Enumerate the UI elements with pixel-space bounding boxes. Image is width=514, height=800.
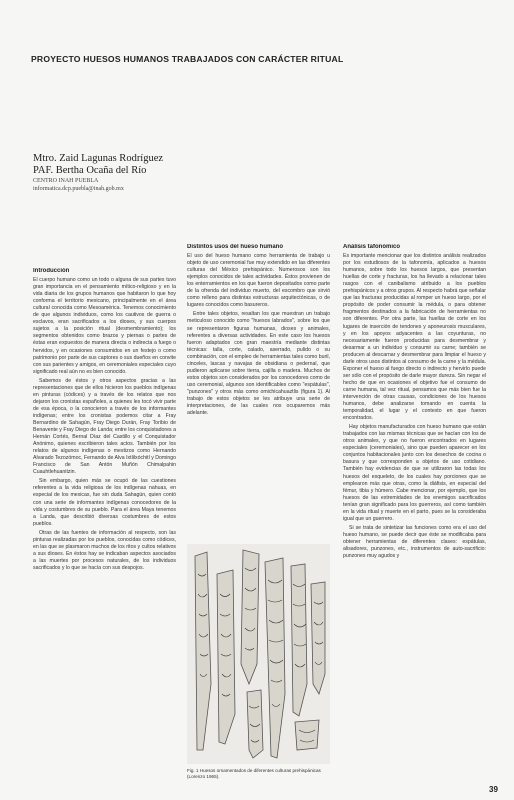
author-name-1: Mtro. Zaid Lagunas Rodríguez: [33, 153, 164, 164]
paragraph: Si se trata de sintetizar las funciones como era el uso del hueso humano, se puede decir que éste se modificaba para obtener herramientas de diferentes clases: espátulas, alisadores, punzones, etc., instrumentos de auto-sacrificio: punzones muy agudos y: [343, 524, 486, 560]
author-name-2: PAF. Bertha Ocaña del Río: [33, 165, 147, 176]
figure-carved-bones: [187, 544, 330, 764]
carved-bone-1: [195, 552, 211, 750]
section-heading-taphonomic-analysis: Análisis tafonómico: [343, 244, 401, 250]
author-affiliation: CENTRO INAH PUEBLA: [33, 178, 99, 184]
column-taphonomic-analysis: [343, 244, 486, 768]
figure-caption: Fig. 1 Huesos ornamentados de diferentes culturas prehispánicas (Lorenzo 1965).: [187, 768, 321, 779]
paragraph: El uso del hueso humano como herramienta de trabajo u objeto de uso ceremonial fue muy extendido en las diferentes culturas del México prehispánico. Numerosos son los ejemplos conocidos de tales actividades. Éstos provienen de los enterramientos en los que fueron depositados como parte de la ofrenda del individuo muerto, del escombro que sirvió como relleno para distintas estructuras arquitectónicas, o de lugares conocidos como basureros.: [187, 253, 330, 309]
page-number: 39: [489, 785, 498, 794]
column-introduction: [33, 268, 176, 762]
paragraph: Sabemos de éstos y otros aspectos gracias a las representaciones que de ellos hicieron los pueblos indígenas en pinturas (códices) y a través de los relatos que nos dejaron los cronistas españoles, a quienes les tocó vivir parte de esa época, o la conocieron a través de los informantes indígenas; entre los cronistas podemos citar a Fray Bernardino de Sahagún, Fray Diego Durán, Fray Toribio de Benavente y Fray Diego de Landa; entre los conquistadores a Hernán Cortés, Bernal Díaz del Castillo y el Conquistador Anónimo, quienes escribieron tales actos. También por los relatos de algunos indígenas o mestizos como Hernando Alvarado Tezozómoc, Fernando de Alva Ixtlilxóchitl y Domingo Francisco de San Antón Muñón Chimalpahin Cuauhtlehuanitzin.: [33, 377, 176, 476]
paragraph: Es importante mencionar que los distintos análisis realizados por los estudiosos de la tafonomía, aplicados a huesos humanos, sobre todo los huesos largos, que presentan huellas de corte y fracturas, los ha llevado a relacionar tales rasgos con el canibalismo atribuido a los pueblos prehispánicos y a otros grupos. Al respecto habrá que señalar que las fracturas producidas al romper un hueso largo, por el propósito de poder consumir la médula, o para obtener fragmentos destinados a la fabricación de herramientas no son diferentes. Por otra parte, las huellas de corte en los lugares de inserción de tendones y aponeurosis musculares, y en los apoyos adyacentes a las coyunturas, no necesariamente fueron producidas para desmembrar y desarmar a un individuo y consumir su carne; también se producen al descarnar y desmembrar para limpiar el hueso y darle otros usos distintos al consumo de la carne y la médula. Exponer el hueso al fuego directo o indirecto y hervirlo puede ser sólo con el propósito de darle mayor dureza. Sin negar el hecho de que en ocasiones el objetivo fue el consumo de carne humana, tal vez ritual, pensamos que más bien fue la intervención de otras causas, condiciones de los huesos humanos, debe analizarse tomando en cuenta la temporalidad, el lugar y el contexto en que fueron encontrados.: [343, 253, 486, 422]
carved-bone-7: [247, 690, 263, 758]
paragraph: Entre tales objetos, resaltan los que muestran un trabajo meticuloso conocido como "huesos labrados", sobre los que se representaron figuras humanas, dioses y animales, referentes a diversas actividades. En este caso los huesos fueron adaptados con gran maestría mediante distintas técnicas: talla, corte, calado, aserrado, pulido o su combinación, con el empleo de herramientas tales como buril, cinceles, lascas y navajas de obsidiana o pedernal, que pudieron aplicarse sobre tierra, cajilla o madera. Muchos de estos objetos son considerados por los conocedores como de uso ceremonial, algunos son identificables como "espátulas", "punzones" y otros más como omichicahuaztlis (figura 1). Al trabajo de estos objetos se les atribuye una serie de interpretaciones, de las cuales nos ocuparemos más adelante.: [187, 311, 330, 417]
paragraph: El cuerpo humano como un todo o alguna de sus partes tuvo gran importancia en el pensamiento mítico-religioso y en la vida diaria de los grupos humanos que habitaron lo que hoy conforma el territorio mexicano, principalmente en el área cultural conocida como Mesoamérica. Tenemos conocimiento de que algunos individuos, como los cautivos de guerra o esclavos, eran sacrificados a los dioses, y sus cuerpos sujetos a la posición ritual (desmembramiento); los segmentos obtenidos como brazos y piernas o partes de éstas eran expuestos de manera directa o indirecta a fuego o hervidos, y en ocasiones consumidos en un festejo o como patrimonio por parte de sus captores o sus dueños en convite con sus parientes y amigos, en ceremoniales especiales cuyo significado real aún no es bien conocido.: [33, 277, 176, 375]
author-block: [33, 153, 233, 193]
paragraph: Sin embargo, quien más se ocupó de las cuestiones referentes a la vida religiosa de los indígenas nahuas, en especial de los mexicas, fue sin duda Sahagún, quien contó con una serie de informantes indígenas conocedores de la vida y costumbres de su pueblo. Para el área Maya tenemos a Landa, que describió diversas costumbres de estos pueblos.: [33, 478, 176, 527]
paragraph: Otras de las fuentes de información al respecto, son las pinturas realizadas por los pueblos, conocidas como códices, en las que se plasmaron muchos de los ritos y cultos relativos a sus dioses. En éstos hay se indicaban aspectos asociados a las muertes por procesos naturales, de los individuos sacrificados y lo que se hacía con sus despojos.: [33, 529, 176, 571]
section-heading-bone-uses: Distintos usos del hueso humano: [187, 244, 284, 250]
paragraph: Hay objetos manufacturados con hueso humano que están trabajados con las mismas técnicas que se hacían con los de otros animales, y que no fueron encontrados en lugares especiales (ceremoniales), sino que pueden aparecer en los conjuntos habitacionales junto con los desechos de cocina o basura y que corresponden a objetos de uso cotidiano. También hay evidencias de que se utilizaron las todas los huesos del esqueleto, de los cuales hay porciones que se emplearon más que otras, como la diáfisis, en especial del fémur, tibia y húmero. Cabe mencionar, por ejemplo, que los huesos de las extremidades de los enemigos sacrificados tenían gran significado para los guerreros, así como también en la vida ritual y muerte en el parto, pues se la consideraba igual que un guerrero.: [343, 424, 486, 522]
author-email[interactable]: informatica.dcp.puebla@inah.gob.mx: [33, 186, 124, 192]
carved-bones-illustration: [187, 544, 330, 764]
carved-bone-4: [265, 558, 285, 758]
section-heading-introduction: Introducción: [33, 268, 70, 274]
article-title: PROYECTO HUESOS HUMANOS TRABAJADOS CON CARÁCTER RITUAL: [31, 54, 344, 64]
carved-bone-6: [311, 582, 325, 694]
carved-bone-8: [295, 720, 319, 750]
carved-bone-3: [241, 550, 259, 684]
column-bone-uses: [187, 244, 330, 534]
